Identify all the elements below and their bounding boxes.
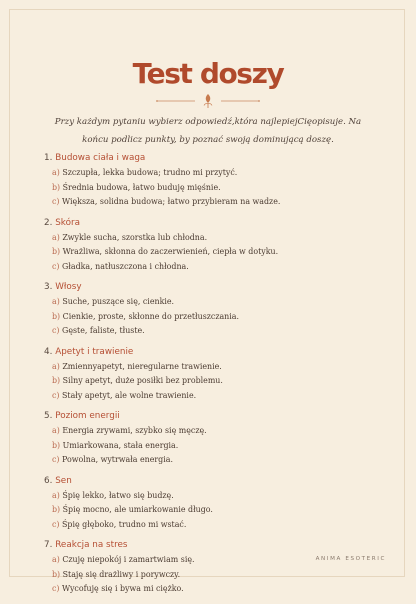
answer-option: [52, 489, 384, 504]
answer-letter: b): [52, 182, 61, 192]
question-title: [44, 152, 384, 165]
answer-text: Gęste, faliste, tłuste.: [62, 326, 145, 335]
question-block: [44, 475, 384, 533]
answer-option: [52, 295, 384, 310]
question-name: Sen: [55, 475, 72, 486]
question-title: [44, 475, 384, 488]
answer-text: Umiarkowana, stała energia.: [62, 440, 179, 450]
answer-letter: a): [52, 297, 60, 306]
question-title: [44, 410, 384, 423]
answer-letter: b): [52, 376, 61, 385]
answer-letter: c): [52, 519, 60, 529]
leaf-divider-icon: [155, 92, 261, 110]
answer-option: [52, 360, 384, 375]
answer-letter: a): [52, 490, 60, 500]
answer-list: [44, 231, 384, 275]
answer-option: [52, 439, 384, 454]
answer-option: [52, 568, 384, 583]
answer-letter: b): [52, 505, 61, 514]
answer-letter: b): [52, 311, 61, 321]
answer-text: Staję się drażliwy i porywczy.: [62, 569, 181, 579]
answer-option: [52, 245, 384, 260]
question-title: [44, 539, 384, 552]
question-name: Reakcja na stres: [55, 540, 128, 550]
brand-footer: ANIMA ESOTERIC: [315, 556, 386, 562]
answer-list: [44, 489, 384, 533]
page-title: Test doszy: [132, 57, 284, 90]
question-name: Włosy: [55, 282, 82, 292]
answer-option: [52, 503, 384, 518]
answer-text: Gładka, natłuszczona i chłodna.: [62, 261, 189, 271]
question-number: 3.: [44, 282, 53, 292]
answer-text: Śpię lekko, łatwo się budzę.: [62, 490, 174, 500]
answer-text: Cienkie, proste, skłonne do przetłuszczania.: [62, 311, 239, 321]
answer-text: Silny apetyt, duże posiłki bez problemu.: [62, 376, 223, 385]
answer-text: Energia zrywami, szybko się męczę.: [62, 426, 207, 435]
answer-text: Czuję niepokój i zamartwiam się.: [62, 555, 195, 564]
question-number: 6.: [44, 475, 53, 486]
answer-text: Wrażliwa, skłonna do zaczerwienień, ciepła w dotyku.: [62, 247, 279, 256]
answer-option: [52, 260, 384, 275]
answer-letter: b): [52, 440, 61, 450]
question-title: [44, 281, 384, 294]
question-number: 5.: [44, 411, 53, 421]
answer-text: Zmiennyapetyt, nieregularne trawienie.: [62, 361, 222, 371]
answer-text: Większa, solidna budowa; łatwo przybieram na wadze.: [62, 197, 281, 206]
question-block: [44, 152, 384, 210]
question-name: Apetyt i trawienie: [55, 346, 134, 357]
answer-letter: c): [52, 326, 60, 335]
answer-letter: a): [52, 555, 60, 564]
answer-letter: b): [52, 247, 61, 256]
answer-option: [52, 374, 384, 389]
answer-letter: c): [52, 584, 60, 593]
answer-text: Suche, puszące się, cienkie.: [62, 297, 175, 306]
answer-option: [52, 231, 384, 246]
answer-option: [52, 166, 384, 181]
answer-list: [44, 295, 384, 339]
question-name: Budowa ciała i waga: [55, 153, 146, 163]
answer-option: [52, 389, 384, 404]
question-block: [44, 346, 384, 404]
question-number: 1.: [44, 153, 53, 163]
answer-text: Śpię mocno, ale umiarkowanie długo.: [62, 505, 213, 514]
answer-letter: a): [52, 361, 60, 371]
answer-option: [52, 181, 384, 196]
answer-text: Wycofuję się i bywa mi ciężko.: [62, 584, 184, 593]
answer-letter: c): [52, 197, 60, 206]
question-name: Skóra: [55, 217, 80, 228]
answer-option: [52, 453, 384, 468]
answer-text: Zwykle sucha, szorstka lub chłodna.: [62, 232, 208, 242]
answer-letter: c): [52, 390, 60, 400]
answer-list: [44, 424, 384, 468]
answer-letter: b): [52, 569, 61, 579]
answer-option: [52, 310, 384, 325]
question-title: [44, 346, 384, 359]
answer-text: Średnia budowa, łatwo buduję mięśnie.: [62, 182, 221, 192]
answer-letter: a): [52, 426, 60, 435]
question-block: [44, 410, 384, 468]
question-name: Poziom energii: [55, 411, 120, 421]
answer-text: Stały apetyt, ale wolne trawienie.: [62, 390, 197, 400]
answer-text: Powolna, wytrwała energia.: [62, 455, 173, 464]
answer-option: [52, 195, 384, 210]
answer-option: [52, 582, 384, 597]
answer-list: [44, 166, 384, 210]
question-number: 4.: [44, 346, 53, 357]
answer-text: Śpię głęboko, trudno mi wstać.: [62, 519, 187, 529]
answer-option: [52, 424, 384, 439]
questions-list: [44, 152, 384, 604]
answer-option: [52, 324, 384, 339]
question-block: [44, 217, 384, 275]
answer-option: [52, 518, 384, 533]
question-number: 7.: [44, 540, 53, 550]
answer-letter: a): [52, 232, 60, 242]
question-block: [44, 281, 384, 339]
answer-text: Szczupła, lekka budowa; trudno mi przytyć.: [62, 168, 238, 177]
intro-text: Przy każdym pytaniu wybierz odpowiedź,która najlepiejCięopisuje. Na końcu podlicz punkty, by poznać swoją dominującą doszę.: [54, 117, 362, 145]
answer-letter: c): [52, 261, 60, 271]
question-title: [44, 217, 384, 230]
answer-letter: c): [52, 455, 60, 464]
answer-letter: a): [52, 168, 60, 177]
question-number: 2.: [44, 217, 53, 228]
answer-list: [44, 360, 384, 404]
